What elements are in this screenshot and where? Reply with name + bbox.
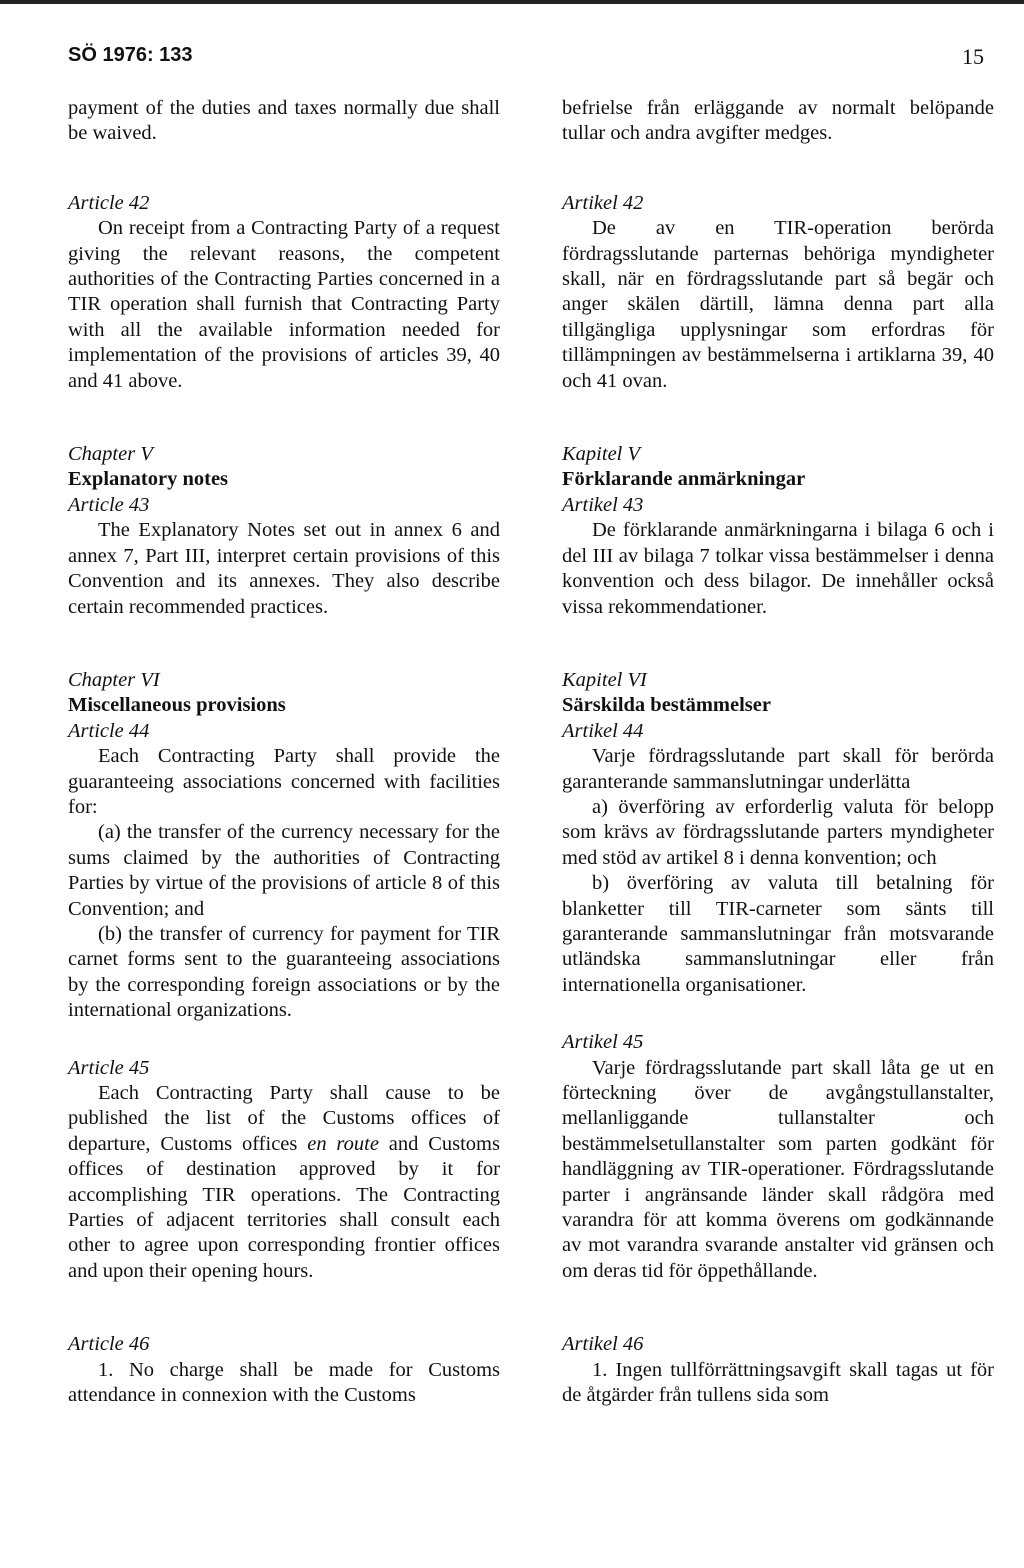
en-article-46-title: Article 46: [68, 1333, 150, 1356]
en-intro-text: payment of the duties and taxes normally due shall be waived.: [68, 97, 500, 145]
sv-article-43-text: De förklarande anmärkningarna i bilaga 6 och i del III av bilaga 7 tolkar vissa bestämmelser i denna konvention och dess bilagor. De innehåller också vissa rekommendationer.: [562, 519, 994, 618]
sv-article-44-title: Artikel 44: [562, 719, 644, 742]
en-article-43-text: The Explanatory Notes set out in annex 6 and annex 7, Part III, interpret certain provisions of this Convention and its annexes. They also describe certain recommended practices.: [68, 519, 500, 618]
sv-chapter-5-title: Förklarande anmärkningar: [562, 468, 806, 491]
en-route-italic: en route: [307, 1132, 379, 1155]
en-article-45-text: Each Contracting Party shall cause to be published the list of the Customs offices of departure, Customs offices en route and Customs offices of destination approved by it for accomplishing TIR operations. The Contracting Parties of adjacent territories shall consult each other to agree upon corresponding frontier offices and upon their opening hours.: [68, 1082, 500, 1282]
en-article-43-title: Article 43: [68, 493, 150, 516]
en-article-42-title: Article 42: [68, 191, 150, 214]
sv-article-44-item-a: a) överföring av erforderlig valuta för belopp som krävs av fördragsslutande parters myndigheter med stöd av artikel 8 i denna konvention; och: [562, 795, 994, 869]
en-chapter-6-title: Miscellaneous provisions: [68, 694, 286, 717]
sv-chapter-6-title: Särskilda bestämmelser: [562, 694, 771, 717]
en-article-45-title: Article 45: [68, 1056, 150, 1079]
document-reference: SÖ 1976: 133: [68, 44, 193, 66]
sv-article-46-title: Artikel 46: [562, 1333, 644, 1356]
page-number: 15: [962, 44, 984, 69]
sv-intro-text: befrielse från erläggande av normalt belöpande tullar och andra avgifter medges.: [562, 97, 994, 145]
en-article-44-title: Article 44: [68, 719, 150, 742]
sv-article-42-text: De av en TIR-operation berörda fördragsslutande parternas behöriga myndigheter skall, när en fördragsslutande part så begär och anger skälen därtill, lämna denna part alla tillgängliga upplysningar som erfordras för tillämpningen av bestämmelserna i artiklarna 39, 40 och 41 ovan.: [562, 217, 994, 392]
en-article-44-item-b: (b) the transfer of currency for payment for TIR carnet forms sent to the guaranteeing associations by the corresponding foreign associations or by the international organizations.: [68, 922, 500, 1022]
sv-article-46-text: 1. Ingen tullförrättningsavgift skall tagas ut för de åtgärder från tullens sida som: [562, 1358, 994, 1407]
sv-article-45-title: Artikel 45: [562, 1031, 644, 1054]
sv-article-42-title: Artikel 42: [562, 191, 644, 214]
en-chapter-5-title: Explanatory notes: [68, 468, 229, 491]
top-border-line: [0, 0, 1024, 4]
page-header: [68, 44, 984, 74]
en-article-44-text: Each Contracting Party shall provide the guaranteeing associations concerned with facilities for:: [68, 745, 500, 818]
sv-article-44-item-b: b) överföring av valuta till betalning för blanketter till TIR-carneter som sänts till garanterande sammanslutningar från motsvarande utländska sammanslutningar eller från internationella organisationer.: [562, 872, 994, 996]
sv-article-45-text: Varje fördragsslutande part skall låta ge ut en förteckning över de avgångstullanstalter, mellanliggande tullanstalter och bestämmelsetullanstalter som parten godkänt för handläggning av TIR-operationer. Fördragsslutande parter i angränsande länder skall rådgöra med varandra för att komma överens om godkännande av mot varandra svarande anstalter vid gränsen och om deras tid för öppethållande.: [562, 1056, 994, 1282]
en-chapter-5-label: Chapter V: [68, 443, 153, 466]
english-column: [68, 96, 500, 1408]
sv-chapter-5-label: Kapitel V: [562, 443, 641, 466]
sv-article-44-text: Varje fördragsslutande part skall för berörda garanterande sammanslutningar underlätta: [562, 745, 994, 793]
sv-article-43-title: Artikel 43: [562, 493, 644, 516]
sv-chapter-6-label: Kapitel VI: [562, 668, 647, 691]
swedish-column: [562, 96, 994, 1408]
en-article-42-text: On receipt from a Contracting Party of a request giving the relevant reasons, the competent authorities of the Contracting Parties concerned in a TIR operation shall furnish that Contracting Party with all the available information needed for implementation of the provisions of articles 39, 40 and 41 above.: [68, 217, 500, 392]
en-chapter-6-label: Chapter VI: [68, 668, 160, 691]
en-article-44-item-a: (a) the transfer of the currency necessary for the sums claimed by the authorities of Contracting Parties by virtue of the provisions of article 8 of this Convention; and: [68, 821, 500, 920]
en-article-46-text: 1. No charge shall be made for Customs attendance in connexion with the Customs: [68, 1358, 500, 1407]
